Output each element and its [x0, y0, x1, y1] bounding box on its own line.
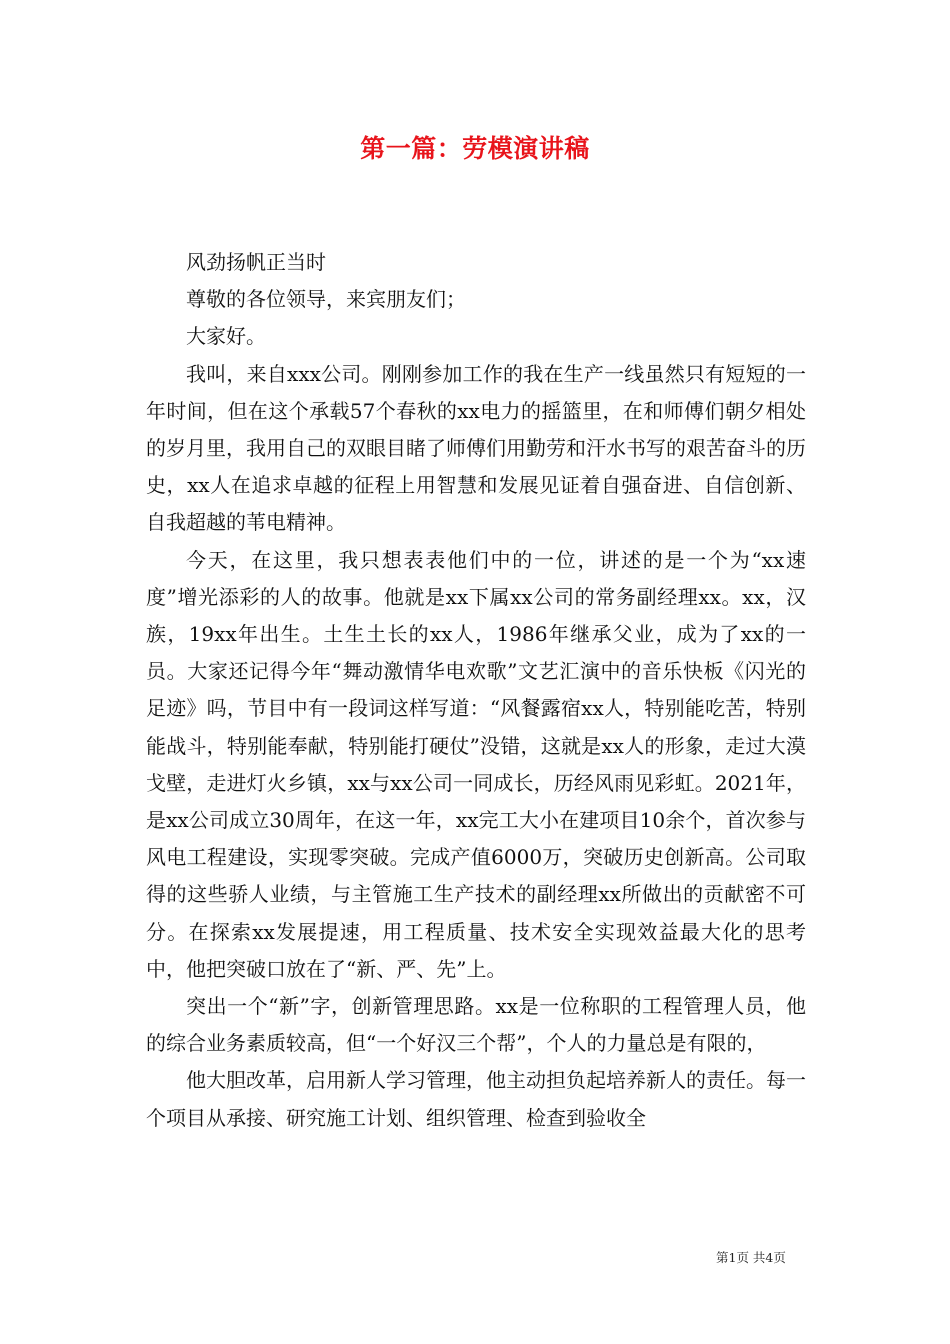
- paragraph-greeting: 大家好。: [186, 324, 266, 349]
- document-body: [146, 244, 806, 1137]
- paragraph-salutation: 尊敬的各位领导，来宾朋友们；: [186, 287, 466, 312]
- paragraph-story: 今天，在这里，我只想表表他们中的一位，讲述的是一个为“xx速度”增光添彩的人的故事。他就是xx下属xx公司的常务副经理xx。xx，汉族，19xx年出生。土生土长的xx人，1986年继承父业，成为了xx的一员。大家还记得今年“舞动激情华电欢歌”文艺汇演中的音乐快板《闪光的足迹》吗，节目中有一段词这样写道：“风餐露宿xx人，特别能吃苦，特别能战斗，特别能奉献，特别能打硬仗”没错，这就是xx人的形象，走过大漠戈壁，走进灯火乡镇，xx与xx公司一同成长，历经风雨见彩虹。2021年，是xx公司成立30周年，在这一年，xx完工大小在建项目10余个，首次参与风电工程建设，实现零突破。完成产值6000万，突破历史创新高。公司取得的这些骄人业绩，与主管施工生产技术的副经理xx所做出的贡献密不可分。在探索xx发展提速，用工程质量、技术安全实现效益最大化的思考中，他把突破口放在了“新、严、先”上。: [146, 547, 806, 981]
- page-number: 第1页 共4页: [716, 1250, 786, 1265]
- document-title: 第一篇：劳模演讲稿: [360, 134, 590, 163]
- paragraph-heading: 风劲扬帆正当时: [186, 250, 326, 274]
- paragraph-reform: 他大胆改革，启用新人学习管理，他主动担负起培养新人的责任。每一个项目从承接、研究施工计划、组织管理、检查到验收全: [146, 1068, 806, 1130]
- paragraph-innovation: 突出一个“新”字，创新管理思路。xx是一位称职的工程管理人员，他的综合业务素质较高，但“一个好汉三个帮”，个人的力量总是有限的，: [146, 994, 806, 1056]
- paragraph-introduction: 我叫，来自xxx公司。刚刚参加工作的我在生产一线虽然只有短短的一年时间，但在这个承载57个春秋的xx电力的摇篮里，在和师傅们朝夕相处的岁月里，我用自己的双眼目睹了师傅们用勤劳和汗水书写的艰苦奋斗的历史，xx人在追求卓越的征程上用智慧和发展见证着自强奋进、自信创新、自我超越的苇电精神。: [146, 361, 806, 535]
